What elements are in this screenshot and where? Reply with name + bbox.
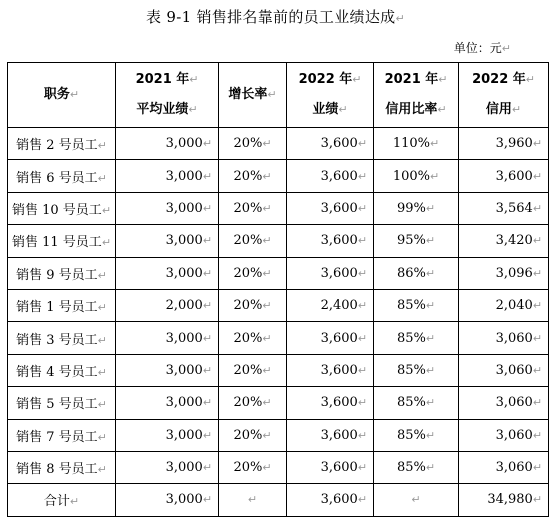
table-cell-avg-2021	[116, 257, 219, 289]
cell-text: 3,600	[320, 136, 358, 152]
paragraph-mark-icon: ↵	[262, 266, 272, 280]
cell-text: 3,000	[165, 265, 203, 281]
table-cell-sales-2022	[287, 322, 374, 354]
table-cell-avg-2021	[116, 322, 219, 354]
paragraph-mark-icon: ↵	[532, 396, 543, 410]
table-row	[8, 128, 549, 160]
cell-text: 3,600	[320, 362, 358, 378]
paragraph-mark-icon: ↵	[202, 234, 213, 248]
table-cell-sales-2022	[287, 419, 374, 451]
table-cell-position	[8, 322, 116, 354]
table-cell-avg-2021	[116, 451, 219, 483]
table-row	[8, 387, 549, 419]
table-title	[0, 6, 551, 27]
table-cell-position	[8, 354, 116, 386]
paragraph-mark-icon: ↵	[267, 88, 277, 101]
table-cell-growth-rate	[219, 419, 287, 451]
table-row	[8, 160, 549, 192]
table-cell-growth-rate	[219, 128, 287, 160]
table-cell-credit-ratio-2021	[374, 257, 459, 289]
column-header-credit-2022	[459, 63, 549, 128]
paragraph-mark-icon: ↵	[202, 266, 213, 280]
cell-text: 3,060	[495, 330, 533, 346]
paragraph-mark-icon: ↵	[202, 299, 213, 313]
header-line2: 业绩↵	[312, 102, 348, 117]
table-cell-position	[8, 484, 116, 516]
paragraph-mark-icon: ↵	[101, 203, 112, 217]
header-line1: 2021 年↵	[384, 72, 448, 87]
table-cell-growth-rate	[219, 225, 287, 257]
paragraph-mark-icon: ↵	[411, 493, 421, 507]
total-row	[8, 484, 549, 516]
table-cell-avg-2021	[116, 128, 219, 160]
cell-text: 3,000	[165, 395, 203, 411]
paragraph-mark-icon: ↵	[101, 236, 112, 250]
table-cell-position	[8, 419, 116, 451]
cell-text: 20%	[233, 168, 263, 184]
table-cell-credit-2022	[459, 484, 549, 516]
cell-text: 3,000	[165, 460, 203, 476]
table-cell-credit-ratio-2021	[374, 354, 459, 386]
paragraph-mark-icon: ↵	[425, 201, 436, 215]
paragraph-mark-icon: ↵	[357, 363, 368, 377]
table-cell-credit-2022	[459, 354, 549, 386]
cell-text: 20%	[233, 460, 263, 476]
paragraph-mark-icon: ↵	[532, 266, 543, 280]
table-cell-position	[8, 257, 116, 289]
table-cell-credit-ratio-2021	[374, 128, 459, 160]
table-cell-credit-ratio-2021	[374, 419, 459, 451]
table-cell-position	[8, 128, 116, 160]
cell-text: 3,600	[320, 427, 358, 443]
table-cell-avg-2021	[116, 160, 219, 192]
cell-text: 34,980	[487, 492, 533, 508]
paragraph-mark-icon: ↵	[189, 73, 199, 86]
cell-text: 合计	[43, 494, 70, 510]
header-line1: 2022 年↵	[298, 72, 362, 87]
column-header-credit-ratio-2021	[374, 63, 459, 128]
header-line1: 2021 年↵	[135, 72, 199, 87]
paragraph-mark-icon: ↵	[69, 495, 80, 509]
column-header-avg-2021	[116, 63, 219, 128]
cell-text: 3,600	[320, 330, 358, 346]
cell-text: 3,600	[320, 200, 358, 216]
header-line2: 信用比率↵	[385, 102, 447, 117]
table-row	[8, 225, 549, 257]
cell-text: 销售 9 号员工	[16, 267, 98, 283]
table-row	[8, 322, 549, 354]
table-cell-position	[8, 451, 116, 483]
paragraph-mark-icon: ↵	[357, 396, 368, 410]
cell-text: 3,000	[165, 362, 203, 378]
table-row	[8, 257, 549, 289]
cell-text: 20%	[233, 136, 263, 152]
cell-text: 3,600	[320, 395, 358, 411]
cell-text: 85%	[396, 298, 426, 314]
paragraph-mark-icon: ↵	[501, 42, 511, 55]
paragraph-mark-icon: ↵	[437, 103, 447, 116]
paragraph-mark-icon: ↵	[532, 493, 543, 507]
table-cell-sales-2022	[287, 387, 374, 419]
cell-text: 销售 11 号员工	[12, 235, 102, 251]
table-cell-avg-2021	[116, 192, 219, 224]
table-cell-credit-2022	[459, 419, 549, 451]
unit-label	[454, 39, 511, 56]
table-title-text: 表 9-1 销售排名靠前的员工业绩达成	[146, 8, 396, 26]
paragraph-mark-icon: ↵	[532, 201, 543, 215]
cell-text: 销售 1 号员工	[16, 300, 98, 316]
table-cell-avg-2021	[116, 289, 219, 321]
table-cell-avg-2021	[116, 354, 219, 386]
cell-text: 销售 10 号员工	[12, 202, 102, 218]
paragraph-mark-icon: ↵	[338, 103, 348, 116]
cell-text: 销售 7 号员工	[16, 429, 98, 445]
table-row	[8, 289, 549, 321]
table-row	[8, 451, 549, 483]
cell-text: 3,564	[495, 200, 533, 216]
paragraph-mark-icon: ↵	[262, 169, 272, 183]
paragraph-mark-icon: ↵	[202, 137, 213, 151]
table-cell-sales-2022	[287, 192, 374, 224]
table-cell-credit-2022	[459, 225, 549, 257]
paragraph-mark-icon: ↵	[202, 331, 213, 345]
table-cell-growth-rate	[219, 451, 287, 483]
header-row	[8, 63, 549, 128]
paragraph-mark-icon: ↵	[425, 266, 436, 280]
table-cell-credit-ratio-2021	[374, 451, 459, 483]
paragraph-mark-icon: ↵	[262, 331, 272, 345]
cell-text: 20%	[233, 330, 263, 346]
cell-text: 3,060	[495, 362, 533, 378]
table-cell-credit-ratio-2021	[374, 484, 459, 516]
table-body	[8, 128, 549, 517]
paragraph-mark-icon: ↵	[357, 493, 368, 507]
table-cell-growth-rate	[219, 160, 287, 192]
paragraph-mark-icon: ↵	[425, 428, 436, 442]
cell-text: 销售 6 号员工	[16, 170, 98, 186]
cell-text: 2,400	[320, 298, 358, 314]
paragraph-mark-icon: ↵	[532, 137, 543, 151]
paragraph-mark-icon: ↵	[97, 268, 107, 282]
column-header-position	[8, 63, 116, 128]
table-cell-sales-2022	[287, 354, 374, 386]
cell-text: 3,600	[320, 492, 358, 508]
paragraph-mark-icon: ↵	[97, 430, 107, 444]
table-cell-credit-2022	[459, 160, 549, 192]
paragraph-mark-icon: ↵	[532, 461, 543, 475]
paragraph-mark-icon: ↵	[262, 396, 272, 410]
table-cell-sales-2022	[287, 225, 374, 257]
table-cell-sales-2022	[287, 128, 374, 160]
cell-text: 85%	[396, 362, 426, 378]
cell-text: 20%	[233, 362, 263, 378]
paragraph-mark-icon: ↵	[438, 73, 448, 86]
table-cell-sales-2022	[287, 160, 374, 192]
paragraph-mark-icon: ↵	[425, 331, 436, 345]
paragraph-mark-icon: ↵	[532, 169, 543, 183]
paragraph-mark-icon: ↵	[395, 12, 405, 25]
table-row	[8, 354, 549, 386]
cell-text: 3,000	[165, 492, 203, 508]
paragraph-mark-icon: ↵	[202, 428, 213, 442]
paragraph-mark-icon: ↵	[357, 266, 368, 280]
paragraph-mark-icon: ↵	[525, 73, 535, 86]
table-cell-credit-2022	[459, 192, 549, 224]
paragraph-mark-icon: ↵	[357, 201, 368, 215]
cell-text: 3,600	[320, 460, 358, 476]
paragraph-mark-icon: ↵	[532, 331, 543, 345]
table-cell-growth-rate	[219, 289, 287, 321]
header-line2: 平均业绩↵	[136, 102, 198, 117]
table-cell-credit-ratio-2021	[374, 160, 459, 192]
paragraph-mark-icon: ↵	[247, 493, 258, 507]
table-cell-position	[8, 387, 116, 419]
table-cell-credit-ratio-2021	[374, 289, 459, 321]
table-cell-avg-2021	[116, 419, 219, 451]
cell-text: 95%	[396, 233, 426, 249]
cell-text: 3,000	[165, 233, 203, 249]
paragraph-mark-icon: ↵	[425, 461, 436, 475]
paragraph-mark-icon: ↵	[202, 201, 213, 215]
paragraph-mark-icon: ↵	[430, 169, 440, 183]
table-cell-sales-2022	[287, 451, 374, 483]
paragraph-mark-icon: ↵	[430, 137, 440, 151]
cell-text: 销售 2 号员工	[16, 138, 98, 154]
table-row	[8, 419, 549, 451]
paragraph-mark-icon: ↵	[425, 363, 436, 377]
cell-text: 110%	[392, 136, 430, 152]
table-cell-avg-2021	[116, 484, 219, 516]
cell-text: 85%	[396, 427, 426, 443]
cell-text: 销售 8 号员工	[16, 462, 98, 478]
paragraph-mark-icon: ↵	[357, 299, 368, 313]
column-header-sales-2022	[287, 63, 374, 128]
paragraph-mark-icon: ↵	[357, 234, 368, 248]
cell-text: 3,060	[495, 460, 533, 476]
paragraph-mark-icon: ↵	[69, 88, 80, 101]
table-cell-credit-2022	[459, 387, 549, 419]
cell-text: 85%	[396, 460, 426, 476]
table-row	[8, 192, 549, 224]
paragraph-mark-icon: ↵	[425, 234, 436, 248]
performance-table	[7, 62, 549, 517]
cell-text: 3,600	[495, 168, 533, 184]
paragraph-mark-icon: ↵	[425, 299, 436, 313]
table-cell-sales-2022	[287, 257, 374, 289]
paragraph-mark-icon: ↵	[97, 398, 107, 412]
table-cell-credit-2022	[459, 451, 549, 483]
cell-text: 20%	[233, 200, 263, 216]
header-line1: 2022 年↵	[472, 72, 535, 87]
cell-text: 100%	[392, 168, 430, 184]
table-cell-credit-ratio-2021	[374, 322, 459, 354]
cell-text: 2,000	[165, 298, 203, 314]
table-cell-growth-rate	[219, 484, 287, 516]
paragraph-mark-icon: ↵	[262, 201, 272, 215]
cell-text: 20%	[233, 427, 263, 443]
table-cell-credit-2022	[459, 128, 549, 160]
cell-text: 3,000	[165, 136, 203, 152]
cell-text: 销售 3 号员工	[16, 332, 98, 348]
paragraph-mark-icon: ↵	[97, 301, 107, 315]
paragraph-mark-icon: ↵	[262, 299, 272, 313]
cell-text: 85%	[396, 395, 426, 411]
paragraph-mark-icon: ↵	[188, 103, 198, 116]
cell-text: 销售 4 号员工	[16, 364, 98, 380]
paragraph-mark-icon: ↵	[97, 463, 107, 477]
cell-text: 3,600	[320, 233, 358, 249]
cell-text: 销售 5 号员工	[16, 397, 98, 413]
paragraph-mark-icon: ↵	[357, 428, 368, 442]
paragraph-mark-icon: ↵	[532, 363, 543, 377]
header-line1: 增长率↵	[228, 87, 277, 102]
table-cell-growth-rate	[219, 257, 287, 289]
cell-text: 3,000	[165, 168, 203, 184]
table-cell-avg-2021	[116, 387, 219, 419]
paragraph-mark-icon: ↵	[262, 137, 272, 151]
cell-text: 99%	[396, 200, 426, 216]
column-header-growth-rate	[219, 63, 287, 128]
paragraph-mark-icon: ↵	[262, 234, 272, 248]
cell-text: 2,040	[495, 298, 533, 314]
unit-text: 单位：元	[453, 41, 502, 55]
table-cell-position	[8, 225, 116, 257]
paragraph-mark-icon: ↵	[262, 363, 272, 377]
table-cell-position	[8, 160, 116, 192]
paragraph-mark-icon: ↵	[352, 73, 362, 86]
paragraph-mark-icon: ↵	[262, 428, 272, 442]
paragraph-mark-icon: ↵	[532, 428, 543, 442]
table-cell-growth-rate	[219, 322, 287, 354]
cell-text: 3,000	[165, 330, 203, 346]
table-cell-credit-2022	[459, 322, 549, 354]
cell-text: 3,060	[495, 427, 533, 443]
table-cell-credit-ratio-2021	[374, 192, 459, 224]
cell-text: 3,000	[165, 200, 203, 216]
header-line1: 职务↵	[43, 87, 80, 102]
table-cell-position	[8, 192, 116, 224]
paragraph-mark-icon: ↵	[97, 171, 107, 185]
cell-text: 86%	[396, 265, 426, 281]
paragraph-mark-icon: ↵	[97, 333, 107, 347]
table-cell-credit-ratio-2021	[374, 225, 459, 257]
cell-text: 20%	[233, 265, 263, 281]
table-cell-growth-rate	[219, 192, 287, 224]
paragraph-mark-icon: ↵	[532, 299, 543, 313]
header-line2: 信用↵	[485, 102, 522, 117]
cell-text: 85%	[396, 330, 426, 346]
table-cell-growth-rate	[219, 354, 287, 386]
paragraph-mark-icon: ↵	[202, 363, 213, 377]
cell-text: 3,060	[495, 395, 533, 411]
cell-text: 20%	[233, 395, 263, 411]
paragraph-mark-icon: ↵	[357, 137, 368, 151]
paragraph-mark-icon: ↵	[202, 493, 213, 507]
table-cell-credit-2022	[459, 289, 549, 321]
table-cell-credit-ratio-2021	[374, 387, 459, 419]
paragraph-mark-icon: ↵	[97, 139, 107, 153]
table-cell-credit-2022	[459, 257, 549, 289]
table-cell-sales-2022	[287, 289, 374, 321]
cell-text: 20%	[233, 233, 263, 249]
paragraph-mark-icon: ↵	[357, 331, 368, 345]
cell-text: 3,600	[320, 265, 358, 281]
paragraph-mark-icon: ↵	[97, 365, 107, 379]
table-cell-avg-2021	[116, 225, 219, 257]
paragraph-mark-icon: ↵	[425, 396, 436, 410]
cell-text: 3,000	[165, 427, 203, 443]
paragraph-mark-icon: ↵	[357, 461, 368, 475]
table-cell-growth-rate	[219, 387, 287, 419]
paragraph-mark-icon: ↵	[202, 461, 213, 475]
cell-text: 3,960	[495, 136, 533, 152]
table-cell-position	[8, 289, 116, 321]
paragraph-mark-icon: ↵	[262, 461, 272, 475]
cell-text: 3,420	[495, 233, 533, 249]
paragraph-mark-icon: ↵	[532, 234, 543, 248]
cell-text: 3,096	[495, 265, 533, 281]
paragraph-mark-icon: ↵	[357, 169, 368, 183]
paragraph-mark-icon: ↵	[511, 103, 522, 116]
paragraph-mark-icon: ↵	[202, 396, 213, 410]
cell-text: 3,600	[320, 168, 358, 184]
paragraph-mark-icon: ↵	[202, 169, 213, 183]
cell-text: 20%	[233, 298, 263, 314]
table-cell-sales-2022	[287, 484, 374, 516]
